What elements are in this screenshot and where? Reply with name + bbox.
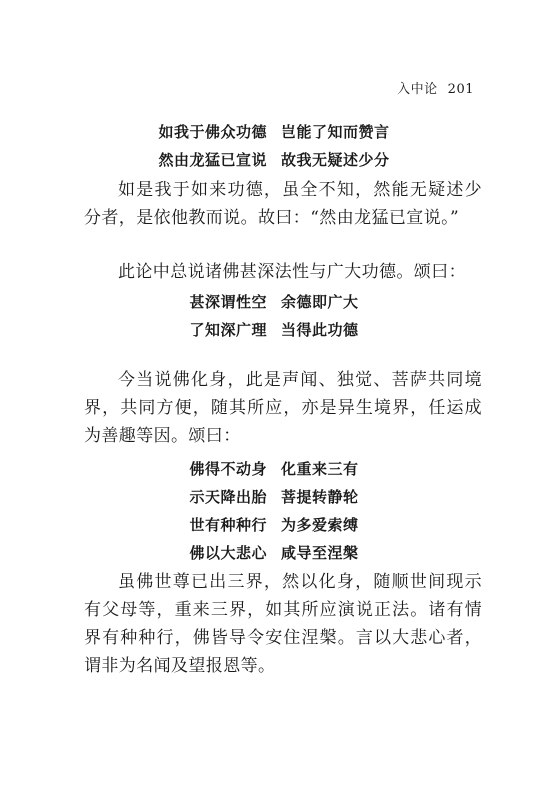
verse-line [0, 539, 548, 567]
verse-half: 了知深广理 [189, 321, 267, 339]
verse-half: 当得此功德 [281, 321, 359, 339]
verse-line [0, 288, 548, 316]
page-number: 201 [447, 82, 474, 97]
verse-half: 余德即广大 [281, 293, 359, 311]
verse-half: 如我于佛众功德 [158, 123, 267, 141]
verse-half: 为多爱索缚 [281, 516, 359, 534]
verse-half: 化重来三有 [281, 460, 359, 478]
verse-half: 示天降出胎 [189, 488, 267, 506]
paragraph: 今当说佛化身，此是声闻、独觉、菩萨共同境界，共同方便，随其所应，亦是异生境界，任运成为善趣等因。颂曰： [84, 370, 482, 446]
paragraph: 此论中总说诸佛甚深法性与广大功德。颂曰： [118, 262, 466, 282]
verse-line [0, 455, 548, 483]
running-header [397, 78, 474, 97]
paragraph: 虽佛世尊已出三界，然以化身，随顺世间现示有父母等，重来三界，如其所应演说正法。诸有情界有种种行，佛皆导令安住涅槃。言以大悲心者，谓非为名闻及望报恩等。 [84, 572, 482, 676]
verse-line [0, 146, 548, 174]
verse-half: 佛得不动身 [189, 460, 267, 478]
verse-half: 故我无疑述少分 [281, 151, 390, 169]
verse-half: 佛以大悲心 [189, 544, 267, 562]
paragraph: 如是我于如来功德，虽全不知，然能无疑述少分者，是依他教而说。故曰：“然由龙猛已宣说。” [84, 180, 482, 228]
verse-half: 岂能了知而赞言 [281, 123, 390, 141]
verse-half: 菩提转静轮 [281, 488, 359, 506]
verse-half: 甚深谓性空 [189, 293, 267, 311]
book-title: 入中论 [397, 82, 438, 97]
verse-half: 咸导至涅槃 [281, 544, 359, 562]
verse-half: 世有种种行 [189, 516, 267, 534]
verse-line [0, 483, 548, 511]
verse-half: 然由龙猛已宣说 [158, 151, 267, 169]
verse-line [0, 511, 548, 539]
verse-line [0, 118, 548, 146]
verse-line [0, 316, 548, 344]
